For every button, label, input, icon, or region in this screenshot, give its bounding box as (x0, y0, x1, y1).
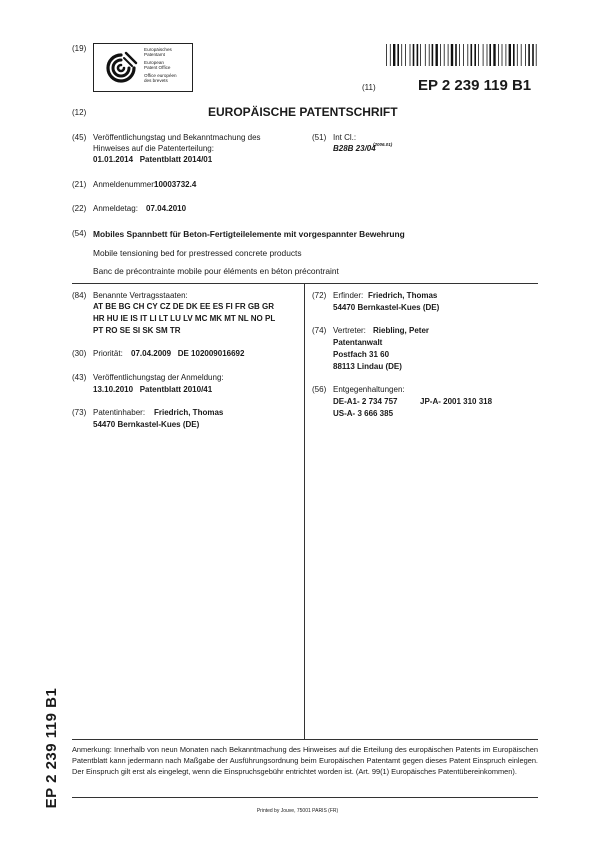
publication-number: EP 2 239 119 B1 (418, 77, 532, 94)
citation: JP-A- 2001 310 318 (420, 397, 493, 406)
inid-code-74: (74) (312, 326, 327, 335)
title-german: Mobiles Spannbett für Beton-Fertigteilelemente mit vorgespannter Bewehrung (93, 229, 405, 239)
citations-label: Entgegenhaltungen: (333, 385, 405, 394)
barcode-bar (420, 44, 421, 66)
barcode-bar (493, 44, 495, 66)
barcode-bar (521, 44, 522, 66)
column-divider (304, 283, 305, 739)
barcode-bar (410, 44, 411, 66)
barcode-bar (474, 44, 476, 66)
barcode-bar (478, 44, 479, 66)
inventor-address: 54470 Bernkastel-Kues (DE) (333, 303, 440, 312)
citation: DE-A1- 2 734 757 (333, 397, 398, 406)
grant-publication-date: 01.01.2014 Patentblatt 2014/01 (93, 155, 213, 164)
application-publication-label: Veröffentlichungstag der Anmeldung: (93, 373, 224, 382)
office-line: Patentamt (144, 52, 165, 58)
barcode-bar (397, 44, 399, 66)
opposition-note: Anmerkung: Innerhalb von neun Monaten nach Bekanntmachung des Hinweises auf die Erteilung des europäischen Patents im Europäischen Patentblatt kann jedermann nach Maßgabe der Ausführungsordnung beim Europäischen Patentamt gegen dieses Patent Einspruch einlegen. Der Einspruch gilt erst als eingelegt, wenn die Einspruchsgebühr entrichtet worden ist. (Art. 99(1) Europäisches Patentübereinkommen). (72, 745, 538, 776)
inid-code-84: (84) (72, 291, 87, 300)
inid-code-19: (19) (72, 44, 87, 53)
office-line: European (144, 59, 164, 65)
barcode-bar (463, 44, 464, 66)
epo-logo (93, 43, 193, 92)
representative-address: Patentanwalt (333, 338, 383, 347)
barcode-bar (471, 44, 473, 66)
filing-date-label: Anmeldetag: (93, 204, 138, 213)
barcode-bar (451, 44, 453, 66)
representative-name: Riebling, Peter (373, 326, 430, 335)
title-french: Banc de précontrainte mobile pour éléments en béton précontraint (93, 266, 339, 276)
designated-states: PT RO SE SI SK SM TR (93, 326, 181, 335)
barcode-bar (432, 44, 434, 66)
grant-publication-label: Hinweises auf die Patenterteilung: (93, 144, 214, 153)
barcode-bar (502, 44, 503, 66)
grant-publication-label: Veröffentlichungstag und Bekanntmachung des (93, 133, 261, 142)
title-english: Mobile tensioning bed for prestressed concrete products (93, 248, 302, 258)
barcode-bar (532, 44, 534, 66)
inid-code-43: (43) (72, 373, 87, 382)
barcode-bar (489, 44, 491, 66)
priority-value: 07.04.2009 DE 102009016692 (131, 349, 245, 358)
inid-code-72: (72) (312, 291, 327, 300)
inid-code-45: (45) (72, 133, 87, 142)
barcode-bar (390, 44, 391, 66)
designated-states-label: Benannte Vertragsstaaten: (93, 291, 188, 300)
designated-states: HR HU IE IS IT LI LT LU LV MC MK MT NL NO PL (93, 314, 276, 323)
barcode-bar (405, 44, 406, 66)
barcode-bar (386, 44, 387, 66)
inid-code-21: (21) (72, 180, 87, 189)
inid-code-73: (73) (72, 408, 87, 417)
int-cl-value: B28B 23/04 (333, 144, 376, 153)
application-number-label: Anmeldenummer: (93, 180, 157, 189)
barcode-bar (455, 44, 457, 66)
representative-address: Postfach 31 60 (333, 350, 390, 359)
representative-label: Vertreter: (333, 326, 366, 335)
application-number: 10003732.4 (154, 180, 197, 189)
side-publication-number: EP 2 239 119 B1 (43, 687, 60, 809)
barcode-bar (467, 44, 468, 66)
barcode (386, 44, 538, 66)
barcode-bar (525, 44, 526, 66)
representative-address: 88113 Lindau (DE) (333, 362, 402, 371)
inventor-label: Erfinder: (333, 291, 364, 300)
epo-emblem-icon (102, 49, 140, 87)
barcode-bar (459, 44, 460, 66)
barcode-bar (448, 44, 449, 66)
barcode-bar (425, 44, 426, 66)
inid-code-22: (22) (72, 204, 87, 213)
section-divider (72, 797, 538, 798)
inid-code-54: (54) (72, 229, 87, 238)
barcode-bar (513, 44, 515, 66)
barcode-bar (483, 44, 484, 66)
inid-code-56: (56) (312, 385, 327, 394)
application-publication-date: 13.10.2010 Patentblatt 2010/41 (93, 385, 213, 394)
barcode-bar (509, 44, 511, 66)
barcode-bar (436, 44, 438, 66)
barcode-bar (413, 44, 415, 66)
office-line: des brevets (144, 78, 168, 84)
priority-label: Priorität: (93, 349, 123, 358)
barcode-bar (429, 44, 430, 66)
barcode-bar (401, 44, 402, 66)
barcode-bar (498, 44, 499, 66)
inid-code-12: (12) (72, 108, 87, 117)
barcode-bar (393, 44, 395, 66)
barcode-bar (444, 44, 445, 66)
inid-code-30: (30) (72, 349, 87, 358)
barcode-bar (417, 44, 419, 66)
citation: US-A- 3 666 385 (333, 409, 394, 418)
barcode-bar (517, 44, 518, 66)
office-line: Europäisches (144, 47, 172, 52)
inid-code-51: (51) (312, 133, 327, 142)
proprietor-label: Patentinhaber: (93, 408, 146, 417)
designated-states: AT BE BG CH CY CZ DE DK EE ES FI FR GB GR (93, 302, 275, 311)
barcode-bar (440, 44, 441, 66)
barcode-bar (528, 44, 530, 66)
int-cl-label: Int Cl.: (333, 133, 357, 142)
proprietor-address: 54470 Bernkastel-Kues (DE) (93, 420, 200, 429)
barcode-bar (506, 44, 507, 66)
filing-date: 07.04.2010 (146, 204, 187, 213)
inventor-name: Friedrich, Thomas (368, 291, 438, 300)
section-divider (72, 283, 538, 284)
document-type: EUROPÄISCHE PATENTSCHRIFT (208, 105, 398, 119)
proprietor-name: Friedrich, Thomas (154, 408, 224, 417)
office-line: Office européen (144, 72, 177, 78)
printer-footer: Printed by Jouve, 75001 PARIS (FR) (256, 808, 339, 814)
section-divider (72, 739, 538, 740)
barcode-bar (536, 44, 537, 66)
inid-code-11: (11) (362, 83, 376, 92)
int-cl-version: (2006.01) (373, 142, 393, 147)
office-line: Patent Office (144, 65, 171, 71)
barcode-bar (487, 44, 488, 66)
